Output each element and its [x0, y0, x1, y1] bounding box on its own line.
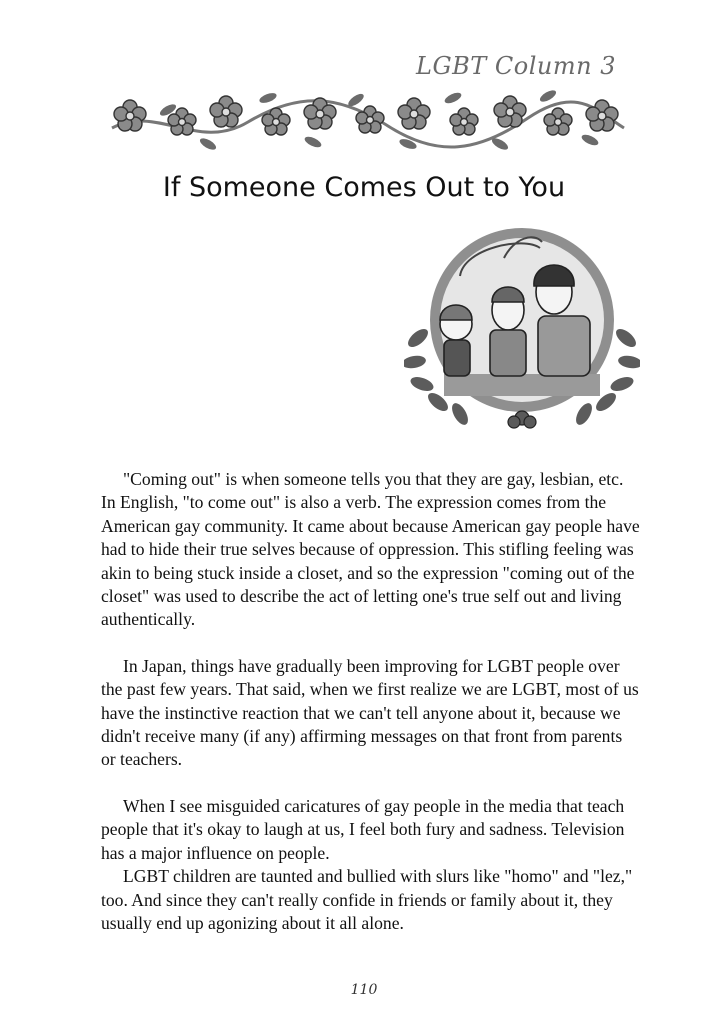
paragraph: In Japan, things have gradually been improving for LGBT people over the past few years. That said, when we first realize we are LGBT, most of us have the instinctive reaction that we can't tell anyone about it, because we didn't receive many (if any) affirming messages on that front from parents or teachers. — [101, 655, 639, 770]
page-number: 110 — [350, 982, 378, 998]
paragraph: In English, "to come out" is also a verb. The expression comes from the American gay community. It came about because American gay people have had to hide their true selves because of oppression. This stifling feeling was akin to being stuck inside a closet, and so the expression "coming out of the closet" was used to describe the act of letting one's true self out and living authentically. — [101, 492, 640, 630]
floral-vine-ornament — [108, 82, 628, 160]
column-label: LGBT Column 3 — [416, 52, 616, 80]
article-body — [101, 468, 641, 935]
page-title: If Someone Comes Out to You — [162, 172, 566, 203]
people-talking-illustration — [404, 228, 640, 432]
paragraph: When I see misguided caricatures of gay people in the media that teach people that it's okay to laugh at us, I feel both fury and sadness. Television has a major influence on people. — [101, 795, 625, 863]
paragraph: LGBT children are taunted and bullied with slurs like "homo" and "lez," too. And since they can't really confide in friends or family about it, they usually end up agonizing about it all alone. — [101, 866, 633, 933]
paragraph: "Coming out" is when someone tells you that they are gay, lesbian, etc. — [123, 469, 624, 489]
